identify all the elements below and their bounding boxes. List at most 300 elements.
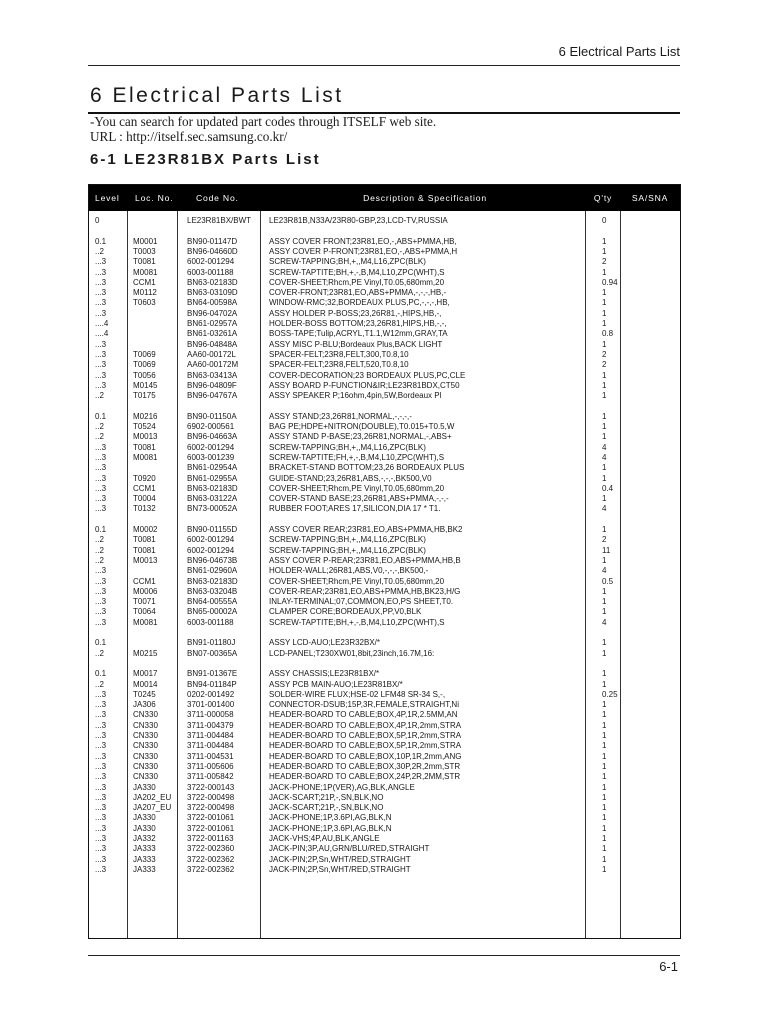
cell-code-no: 3722-001061 xyxy=(187,813,235,823)
cell-code-no: BN64-00555A xyxy=(187,597,238,607)
cell-description: JACK-SCART;21P,-,SN,BLK,NO xyxy=(269,792,384,802)
cell-level: ...3 xyxy=(95,617,107,627)
cell-qty: 1 xyxy=(602,700,607,710)
cell-qty: 1 xyxy=(602,391,607,401)
cell-code-no: BN63-02183D xyxy=(187,277,238,287)
cell-code-no: BN61-02954A xyxy=(187,463,238,473)
cell-qty: 1 xyxy=(602,555,607,565)
header-qty: Q'ty xyxy=(593,193,613,203)
cell-level: ..2 xyxy=(95,246,104,256)
cell-level: ...3 xyxy=(95,298,107,308)
table-row xyxy=(89,638,680,648)
page-title: 6 Electrical Parts List xyxy=(90,84,344,107)
cell-description: RUBBER FOOT;ARES 17,SILICON,DIA 17 * T1. xyxy=(269,504,441,514)
cell-code-no: BN96-04673B xyxy=(187,555,238,565)
cell-code-no: AA60-00172L xyxy=(187,349,236,359)
cell-description: GUIDE-STAND;23,26R81,ABS,-,-,-,BK500,V0 xyxy=(269,473,432,483)
cell-qty: 1 xyxy=(602,782,607,792)
cell-code-no: 0202-001492 xyxy=(187,689,235,699)
table-row xyxy=(89,474,680,484)
cell-loc-no: T0603 xyxy=(133,298,156,308)
cell-code-no: 3711-004531 xyxy=(187,751,234,761)
cell-qty: 1 xyxy=(602,607,607,617)
cell-loc-no: M0081 xyxy=(133,267,158,277)
cell-level: ...3 xyxy=(95,731,107,740)
cell-level: ...3 xyxy=(95,380,107,390)
cell-loc-no: T0245 xyxy=(133,689,156,699)
cell-level: ...3 xyxy=(95,308,107,318)
table-row xyxy=(89,721,680,731)
cell-description: SCREW-TAPTITE;BH,+,-,B,M4,L10,ZPC(WHT),S xyxy=(269,617,445,627)
cell-level: ...3 xyxy=(95,700,107,710)
cell-code-no: 3711-004379 xyxy=(187,720,234,730)
cell-loc-no: JA330 xyxy=(133,782,156,792)
cell-code-no: BN96-04660D xyxy=(187,246,238,256)
cell-qty: 4 xyxy=(602,566,607,576)
cell-code-no: 3722-000498 xyxy=(187,803,235,813)
table-row xyxy=(89,669,680,679)
cell-code-no: 6002-001294 xyxy=(187,442,235,452)
cell-level: ...3 xyxy=(95,339,107,349)
cell-description: BRACKET-STAND BOTTOM;23,26 BORDEAUX PLUS xyxy=(269,463,465,473)
cell-description: LCD-PANEL;T230XW01,8bit,23inch,16.7M,16: xyxy=(269,648,435,658)
cell-code-no: BN96-04809F xyxy=(187,380,237,390)
cell-qty: 2 xyxy=(602,349,607,359)
cell-qty: 11 xyxy=(602,545,611,555)
cell-description: ASSY CHASSIS;LE23R81BX/* xyxy=(269,669,380,679)
cell-loc-no: M0013 xyxy=(133,432,158,442)
cell-qty: 1 xyxy=(602,246,607,256)
cell-qty: 1 xyxy=(602,751,607,761)
cell-level: ..2 xyxy=(95,648,104,658)
cell-level: ...3 xyxy=(95,741,107,751)
cell-qty: 4 xyxy=(602,617,607,627)
cell-code-no: BN94-01184P xyxy=(187,679,237,689)
table-row xyxy=(89,484,680,494)
cell-qty: 1 xyxy=(602,597,607,607)
table-row xyxy=(89,412,680,422)
cell-loc-no: M0216 xyxy=(133,411,158,421)
cell-qty: 4 xyxy=(602,504,607,514)
table-row xyxy=(89,813,680,823)
cell-qty: 1 xyxy=(602,463,607,473)
cell-qty: 4 xyxy=(602,452,607,462)
cell-code-no: 6003-001239 xyxy=(187,452,235,462)
cell-loc-no: CN330 xyxy=(133,731,158,740)
table-row xyxy=(89,309,680,319)
table-row xyxy=(89,298,680,308)
cell-level: ...3 xyxy=(95,288,107,298)
cell-loc-no: M0017 xyxy=(133,669,158,679)
cell-qty: 1 xyxy=(602,854,607,864)
cell-qty: 1 xyxy=(602,308,607,318)
table-row xyxy=(89,793,680,803)
cell-code-no: 3711-004484 xyxy=(187,731,234,740)
cell-loc-no: JA306 xyxy=(133,700,156,710)
cell-code-no: BN61-02960A xyxy=(187,566,238,576)
cell-description: ASSY HOLDER P-BOSS;23,26R81,-,HIPS,HB,-, xyxy=(269,308,442,318)
cell-loc-no: JA207_EU xyxy=(133,803,172,813)
cell-code-no: 3722-002362 xyxy=(187,854,235,864)
cell-loc-no: T0081 xyxy=(133,535,156,545)
cell-qty: 1 xyxy=(602,761,607,771)
running-header: 6 Electrical Parts List xyxy=(558,44,680,59)
table-row xyxy=(89,443,680,453)
cell-qty: 1 xyxy=(602,720,607,730)
cell-description: ASSY COVER REAR;23R81,EO,ABS+PMMA,HB,BK2 xyxy=(269,525,463,534)
cell-description: CONNECTOR-DSUB;15P,3R,FEMALE,STRAIGHT,Ni xyxy=(269,700,459,710)
cell-qty: 1 xyxy=(602,380,607,390)
cell-description: ASSY SPEAKER P;16ohm,4pin,5W,Bordeaux Pl xyxy=(269,391,442,401)
cell-loc-no: JA330 xyxy=(133,813,156,823)
cell-loc-no: M0145 xyxy=(133,380,158,390)
cell-level: ...3 xyxy=(95,277,107,287)
cell-code-no: 3711-000058 xyxy=(187,710,234,720)
cell-code-no: BN61-02957A xyxy=(187,319,238,328)
cell-qty: 1 xyxy=(602,741,607,751)
cell-code-no: BN61-03261A xyxy=(187,329,238,339)
cell-qty: 1 xyxy=(602,844,607,854)
cell-description: SPACER-FELT;23R8,FELT,520,T0.8,10 xyxy=(269,360,409,370)
cell-description: SCREW-TAPPING;BH,+,,M4,L16,ZPC(BLK) xyxy=(269,545,426,555)
table-row xyxy=(89,607,680,617)
cell-loc-no: M0081 xyxy=(133,452,158,462)
table-row xyxy=(89,247,680,257)
cell-code-no: BN90-01147D xyxy=(187,236,238,246)
cell-level: 0.1 xyxy=(95,411,107,421)
cell-description: JACK-PHONE;1P(VER),AG,BLK,ANGLE xyxy=(269,782,415,792)
cell-description: SCREW-TAPPING;BH,+,,M4,L16,ZPC(BLK) xyxy=(269,535,426,545)
cell-description: JACK-PHONE;1P,3.6PI,AG,BLK,N xyxy=(269,813,392,823)
table-row xyxy=(89,834,680,844)
cell-loc-no: T0056 xyxy=(133,370,156,380)
cell-level: ...3 xyxy=(95,504,107,514)
table-row xyxy=(89,237,680,247)
cell-description: ASSY COVER P-FRONT;23R81,EO,-,ABS+PMMA,H xyxy=(269,246,458,256)
cell-level: 0.1 xyxy=(95,236,107,246)
cell-code-no: BN61-02955A xyxy=(187,473,238,483)
table-row xyxy=(89,752,680,762)
cell-loc-no: T0132 xyxy=(133,504,156,514)
cell-loc-no: M0013 xyxy=(133,555,158,565)
table-row xyxy=(89,587,680,597)
cell-qty: 1 xyxy=(602,422,607,431)
cell-code-no: 6902-000561 xyxy=(187,422,235,431)
page-number: 6-1 xyxy=(659,959,678,974)
cell-description: ASSY BOARD P-FUNCTION&IR;LE23R81BDX,CT50 xyxy=(269,380,460,390)
cell-code-no: BN96-04767A xyxy=(187,391,238,401)
cell-description: BOSS-TAPE;Tulip,ACRYL,T1.1,W12mm,GRAY,TA xyxy=(269,329,448,339)
cell-description: HEADER-BOARD TO CABLE;BOX,30P,2R,2mm,STR xyxy=(269,761,461,771)
cell-description: ASSY MISC P-BLU;Bordeaux Plus,BACK LIGHT xyxy=(269,339,443,349)
header-rule xyxy=(88,65,680,66)
cell-level: ...3 xyxy=(95,349,107,359)
cell-code-no: 3722-000498 xyxy=(187,792,235,802)
cell-loc-no: T0081 xyxy=(133,545,156,555)
cell-code-no: 3711-004484 xyxy=(187,741,234,751)
table-row xyxy=(89,577,680,587)
cell-level: ...3 xyxy=(95,864,107,874)
cell-description: HOLDER-BOSS BOTTOM;23,26R81,HIPS,HB,-,-, xyxy=(269,319,447,328)
table-header xyxy=(89,185,680,211)
cell-code-no: 6002-001294 xyxy=(187,257,235,267)
cell-qty: 1 xyxy=(602,432,607,442)
cell-qty: 1 xyxy=(602,586,607,596)
cell-code-no: 6003-001188 xyxy=(187,617,234,627)
table-row xyxy=(89,463,680,473)
cell-level: ...3 xyxy=(95,772,107,782)
cell-description: SPACER-FELT;23R8,FELT,300,T0.8,10 xyxy=(269,349,409,359)
cell-code-no: BN63-03204B xyxy=(187,586,238,596)
table-row xyxy=(89,494,680,504)
cell-description: CLAMPER CORE;BORDEAUX,PP,V0,BLK xyxy=(269,607,422,617)
table-row xyxy=(89,278,680,288)
cell-code-no: BN65-00002A xyxy=(187,607,238,617)
cell-description: JACK-PHONE;1P,3.6PI,AG,BLK,N xyxy=(269,823,392,833)
cell-qty: 1 xyxy=(602,370,607,380)
cell-code-no: BN90-01150A xyxy=(187,411,237,421)
cell-level: ..2 xyxy=(95,545,104,555)
table-row xyxy=(89,566,680,576)
cell-level: ...3 xyxy=(95,473,107,483)
header-loc-no: Loc. No. xyxy=(135,193,174,203)
cell-level: ....4 xyxy=(95,329,109,339)
cell-code-no: BN64-00598A xyxy=(187,298,238,308)
cell-loc-no: CN330 xyxy=(133,720,158,730)
table-row xyxy=(89,381,680,391)
intro-search-note: -You can search for updated part codes through ITSELF web site. xyxy=(90,114,437,129)
table-row xyxy=(89,865,680,875)
cell-code-no: BN07-00365A xyxy=(187,648,238,658)
cell-loc-no: T0175 xyxy=(133,391,156,401)
cell-code-no: BN63-03413A xyxy=(187,370,238,380)
cell-description: HOLDER-WALL;26R81,ABS,V0,-,-,-,BK500,- xyxy=(269,566,429,576)
cell-level: ...3 xyxy=(95,494,107,504)
cell-code-no: BN63-03122A xyxy=(187,494,238,504)
cell-level: ..2 xyxy=(95,422,104,431)
cell-loc-no: JA333 xyxy=(133,864,156,874)
cell-level: ...3 xyxy=(95,483,107,493)
cell-qty: 1 xyxy=(602,638,607,648)
cell-description: SOLDER-WIRE FLUX;HSE-02 LFM48 SR-34 S,-, xyxy=(269,689,446,699)
cell-qty: 1 xyxy=(602,823,607,833)
cell-code-no: 3711-005606 xyxy=(187,761,234,771)
cell-qty: 1 xyxy=(602,525,607,534)
cell-code-no: 3722-002360 xyxy=(187,844,235,854)
table-row xyxy=(89,453,680,463)
cell-loc-no: JA332 xyxy=(133,834,156,843)
cell-description: ASSY LCD-AUO;LE23R32BX/* xyxy=(269,638,381,648)
cell-loc-no: T0081 xyxy=(133,257,156,267)
cell-level: ...3 xyxy=(95,442,107,452)
cell-loc-no: T0003 xyxy=(133,246,156,256)
table-row xyxy=(89,731,680,741)
cell-level: ...3 xyxy=(95,803,107,813)
cell-level: ...3 xyxy=(95,792,107,802)
cell-level: ...3 xyxy=(95,360,107,370)
table-row xyxy=(89,257,680,267)
cell-qty: 1 xyxy=(602,803,607,813)
table-row xyxy=(89,772,680,782)
cell-code-no: 3711-005842 xyxy=(187,772,234,782)
table-row xyxy=(89,216,680,226)
cell-qty: 1 xyxy=(602,236,607,246)
table-row xyxy=(89,597,680,607)
cell-loc-no: JA333 xyxy=(133,844,156,854)
cell-description: ASSY COVER FRONT;23R81,EO,-,ABS+PMMA,HB, xyxy=(269,236,457,246)
cell-code-no: BN63-03109D xyxy=(187,288,238,298)
cell-loc-no: CN330 xyxy=(133,751,158,761)
cell-description: WINDOW-RMC;32,BORDEAUX PLUS,PC,-,-,-,HB, xyxy=(269,298,450,308)
cell-loc-no: CCM1 xyxy=(133,277,156,287)
cell-code-no: BN96-04702A xyxy=(187,308,238,318)
cell-level: ...3 xyxy=(95,607,107,617)
table-row xyxy=(89,690,680,700)
table-row xyxy=(89,535,680,545)
cell-qty: 1 xyxy=(602,669,607,679)
cell-loc-no: JA333 xyxy=(133,854,156,864)
table-row xyxy=(89,319,680,329)
cell-level: ..2 xyxy=(95,679,104,689)
cell-level: ...3 xyxy=(95,844,107,854)
cell-level: ..2 xyxy=(95,535,104,545)
cell-level: ...3 xyxy=(95,813,107,823)
cell-qty: 1 xyxy=(602,772,607,782)
cell-description: HEADER-BOARD TO CABLE;BOX,5P,1R,2mm,STRA xyxy=(269,741,462,751)
cell-qty: 1 xyxy=(602,473,607,483)
cell-code-no: 6002-001294 xyxy=(187,535,235,545)
cell-qty: 1 xyxy=(602,813,607,823)
cell-description: SCREW-TAPPING;BH,+,,M4,L16,ZPC(BLK) xyxy=(269,442,426,452)
table-row xyxy=(89,350,680,360)
header-sa-sna: SA/SNA xyxy=(631,193,669,203)
cell-qty: 0.5 xyxy=(602,576,614,586)
cell-description: COVER-DECORATION;23 BORDEAUX PLUS,PC,CLE xyxy=(269,370,466,380)
cell-description: JACK-VHS;4P,AU,BLK,ANGLE xyxy=(269,834,380,843)
cell-description: ASSY STAND;23,26R81,NORMAL,-,-,-,- xyxy=(269,411,412,421)
cell-qty: 1 xyxy=(602,411,607,421)
cell-qty: 1 xyxy=(602,288,607,298)
cell-code-no: BN91-01180J xyxy=(187,638,236,648)
cell-level: ..2 xyxy=(95,555,104,565)
cell-code-no: BN73-00052A xyxy=(187,504,238,514)
cell-code-no: BN90-01155D xyxy=(187,525,238,534)
cell-level: ...3 xyxy=(95,452,107,462)
cell-qty: 1 xyxy=(602,298,607,308)
cell-qty: 2 xyxy=(602,360,607,370)
cell-loc-no: M0014 xyxy=(133,679,158,689)
table-row xyxy=(89,556,680,566)
cell-description: JACK-PIN;2P,Sn,WHT/RED,STRAIGHT xyxy=(269,854,411,864)
cell-level: ..2 xyxy=(95,391,104,401)
table-row xyxy=(89,803,680,813)
section-title: 6-1 LE23R81BX Parts List xyxy=(90,151,321,168)
cell-qty: 1 xyxy=(602,679,607,689)
cell-code-no: 3701-001400 xyxy=(187,700,235,710)
cell-description: HEADER-BOARD TO CABLE;BOX,5P,1R,2mm,STRA xyxy=(269,731,462,740)
cell-qty: 0.94 xyxy=(602,277,618,287)
cell-level: ....4 xyxy=(95,319,109,328)
header-level: Level xyxy=(95,193,120,203)
cell-loc-no: T0081 xyxy=(133,442,156,452)
cell-description: SCREW-TAPTITE;BH,+,-,B,M4,L10,ZPC(WHT),S xyxy=(269,267,445,277)
cell-loc-no: T0071 xyxy=(133,597,156,607)
cell-code-no: AA60-00172M xyxy=(187,360,239,370)
cell-level: ...3 xyxy=(95,751,107,761)
table-row xyxy=(89,844,680,854)
cell-description: COVER-SHEET;Rhcm,PE Vinyl,T0.05,680mm,20 xyxy=(269,576,445,586)
cell-level: ...3 xyxy=(95,761,107,771)
cell-level: ...3 xyxy=(95,566,107,576)
cell-level: ...3 xyxy=(95,689,107,699)
table-row xyxy=(89,268,680,278)
cell-description: COVER-REAR;23R81,EO,ABS+PMMA,HB,BK23,H/G xyxy=(269,586,461,596)
cell-description: BAG PE;HDPE+NITRON(DOUBLE),T0.015+T0.5,W xyxy=(269,422,455,431)
cell-code-no: LE23R81BX/BWT xyxy=(187,216,252,225)
cell-loc-no: CCM1 xyxy=(133,576,156,586)
cell-code-no: BN63-02183D xyxy=(187,576,238,586)
cell-qty: 4 xyxy=(602,442,607,452)
cell-qty: 1 xyxy=(602,864,607,874)
cell-code-no: BN91-01367E xyxy=(187,669,238,679)
cell-loc-no: CCM1 xyxy=(133,483,156,493)
cell-loc-no: CN330 xyxy=(133,741,158,751)
cell-level: 0.1 xyxy=(95,525,107,534)
cell-loc-no: M0112 xyxy=(133,288,157,298)
cell-loc-no: CN330 xyxy=(133,710,158,720)
cell-description: LE23R81B,N33A/23R80-GBP,23,LCD-TV,RUSSIA xyxy=(269,216,448,225)
cell-level: 0.1 xyxy=(95,638,107,648)
cell-description: ASSY PCB MAIN-AUO;LE23R81BX/* xyxy=(269,679,403,689)
cell-qty: 1 xyxy=(602,731,607,740)
cell-loc-no: T0004 xyxy=(133,494,156,504)
cell-level: ...3 xyxy=(95,370,107,380)
cell-qty: 0.25 xyxy=(602,689,618,699)
cell-code-no: 3722-001061 xyxy=(187,823,235,833)
cell-qty: 1 xyxy=(602,710,607,720)
cell-level: ...3 xyxy=(95,597,107,607)
cell-loc-no: T0069 xyxy=(133,349,156,359)
cell-description: HEADER-BOARD TO CABLE;BOX,4P,1R,2.5MM,AN xyxy=(269,710,458,720)
cell-level: ...3 xyxy=(95,257,107,267)
cell-loc-no: T0524 xyxy=(133,422,156,431)
table-row xyxy=(89,824,680,834)
cell-description: SCREW-TAPTITE;FH,+,-,B,M4,L10,ZPC(WHT),S xyxy=(269,452,445,462)
cell-qty: 1 xyxy=(602,319,607,328)
cell-loc-no: JA202_EU xyxy=(133,792,172,802)
cell-loc-no: T0064 xyxy=(133,607,156,617)
cell-description: JACK-PIN;2P,Sn,WHT/RED,STRAIGHT xyxy=(269,864,411,874)
cell-loc-no: T0069 xyxy=(133,360,156,370)
cell-description: INLAY-TERMINAL;07,COMMON,EO,PS SHEET,T0. xyxy=(269,597,454,607)
cell-description: HEADER-BOARD TO CABLE;BOX,24P,2R,2MM,STR xyxy=(269,772,461,782)
table-row xyxy=(89,422,680,432)
cell-description: SCREW-TAPPING;BH,+,,M4,L16,ZPC(BLK) xyxy=(269,257,426,267)
table-row xyxy=(89,741,680,751)
cell-description: ASSY COVER P-REAR;23R81,EO,ABS+PMMA,HB,B xyxy=(269,555,461,565)
cell-level: ...3 xyxy=(95,267,107,277)
header-description: Description & Specification xyxy=(363,193,487,203)
cell-loc-no: T0920 xyxy=(133,473,156,483)
intro-url: URL : http://itself.sec.samsung.co.kr/ xyxy=(90,129,288,144)
cell-loc-no: M0006 xyxy=(133,586,158,596)
cell-level: 0 xyxy=(95,216,100,225)
footer-rule xyxy=(88,955,680,956)
cell-description: HEADER-BOARD TO CABLE;BOX,10P,1R,2mm,ANG xyxy=(269,751,462,761)
cell-description: COVER-STAND BASE;23,26R81,ABS+PMMA,-,-,- xyxy=(269,494,449,504)
cell-loc-no: JA330 xyxy=(133,823,156,833)
cell-level: ..2 xyxy=(95,432,104,442)
